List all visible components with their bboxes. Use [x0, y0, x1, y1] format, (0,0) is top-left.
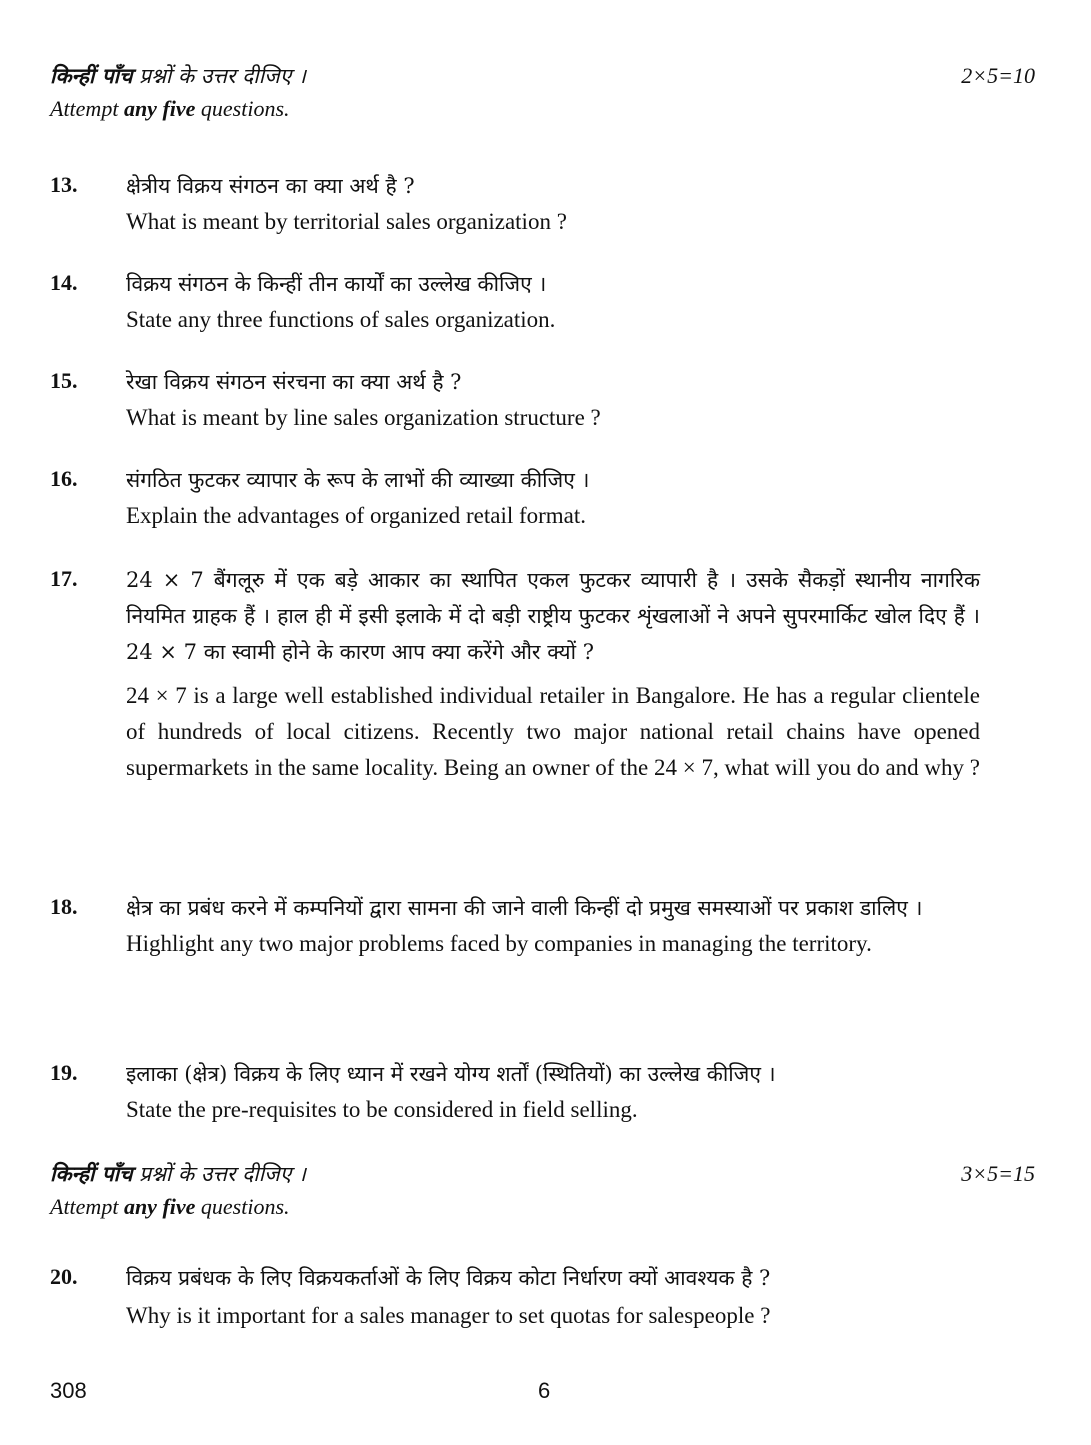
question-text-english: What is meant by territorial sales organization ?: [126, 209, 567, 234]
question-number: 18.: [50, 894, 78, 919]
question-text-hindi: 24 × 7 बैंगलूरु में एक बड़े आकार का स्थापित एकल फुटकर व्यापारी है । उसके सैकड़ों स्थानीय नागरिक नियमित ग्राहक हैं । हाल ही में इसी इलाके में दो बड़ी राष्ट्रीय फुटकर शृंखलाओं ने अपने सुपरमार्किट खोल दिए हैं । 24 × 7 का स्वामी होने के कारण आप क्या करेंगे और क्यों ?: [126, 568, 980, 664]
question-text-hindi: संगठित फुटकर व्यापार के रूप के लाभों की व्याख्या कीजिए ।: [126, 468, 590, 492]
section-marks: 3×5=15: [961, 1161, 1035, 1186]
section-instruction-english: Attempt any five questions.: [50, 96, 290, 121]
section-instruction-english: Attempt any five questions.: [50, 1194, 290, 1219]
question-13: [50, 168, 980, 240]
question-text-english: What is meant by line sales organization structure ?: [126, 405, 601, 430]
question-text-hindi: रेखा विक्रय संगठन संरचना का क्या अर्थ है ?: [126, 370, 462, 394]
question-number: 15.: [50, 368, 78, 393]
section-header-1: [50, 62, 1035, 122]
question-text-hindi: विक्रय संगठन के किन्हीं तीन कार्यों का उल्लेख कीजिए ।: [126, 272, 547, 296]
section-header-2: [50, 1160, 1035, 1220]
question-20: [50, 1260, 980, 1334]
question-16: [50, 462, 980, 534]
section-instruction-hindi: किन्हीं पाँच प्रश्नों के उत्तर दीजिए ।: [50, 63, 306, 88]
question-text-english: State the pre-requisites to be considered in field selling.: [126, 1097, 638, 1122]
question-number: 14.: [50, 270, 78, 295]
question-19: [50, 1056, 980, 1128]
question-text-hindi: इलाका (क्षेत्र) विक्रय के लिए ध्यान में रखने योग्य शर्तों (स्थितियों) का उल्लेख कीजिए ।: [126, 1062, 776, 1086]
question-number: 17.: [50, 566, 78, 591]
section-marks: 2×5=10: [961, 63, 1035, 88]
page-number: 6: [538, 1378, 551, 1403]
question-text-hindi: क्षेत्रीय विक्रय संगठन का क्या अर्थ है ?: [126, 174, 415, 198]
question-18: [50, 890, 980, 962]
question-14: [50, 266, 980, 338]
question-17: [50, 562, 980, 786]
question-text-english: 24 × 7 is a large well established individual retailer in Bangalore. He has a regular clientele of hundreds of local citizens. Recently two major national retail chains have opened supermarkets in the same locality. Being an owner of the 24 × 7, what will you do and why ?: [126, 683, 980, 780]
question-15: [50, 364, 980, 436]
question-text-english: Highlight any two major problems faced by companies in managing the territory.: [126, 931, 872, 956]
paper-code: 308: [50, 1378, 87, 1403]
question-text-hindi: क्षेत्र का प्रबंध करने में कम्पनियों द्वारा सामना की जाने वाली किन्हीं दो प्रमुख समस्याओं पर प्रकाश डालिए ।: [126, 896, 923, 920]
question-text-english: Why is it important for a sales manager to set quotas for salespeople ?: [126, 1303, 771, 1328]
section-instruction-hindi: किन्हीं पाँच प्रश्नों के उत्तर दीजिए ।: [50, 1161, 306, 1186]
question-number: 16.: [50, 466, 78, 491]
question-text-english: Explain the advantages of organized retail format.: [126, 503, 587, 528]
question-number: 13.: [50, 172, 78, 197]
question-number: 19.: [50, 1060, 78, 1085]
question-text-english: State any three functions of sales organization.: [126, 307, 556, 332]
question-text-hindi: विक्रय प्रबंधक के लिए विक्रयकर्ताओं के लिए विक्रय कोटा निर्धारण क्यों आवश्यक है ?: [126, 1266, 771, 1290]
question-number: 20.: [50, 1264, 78, 1289]
